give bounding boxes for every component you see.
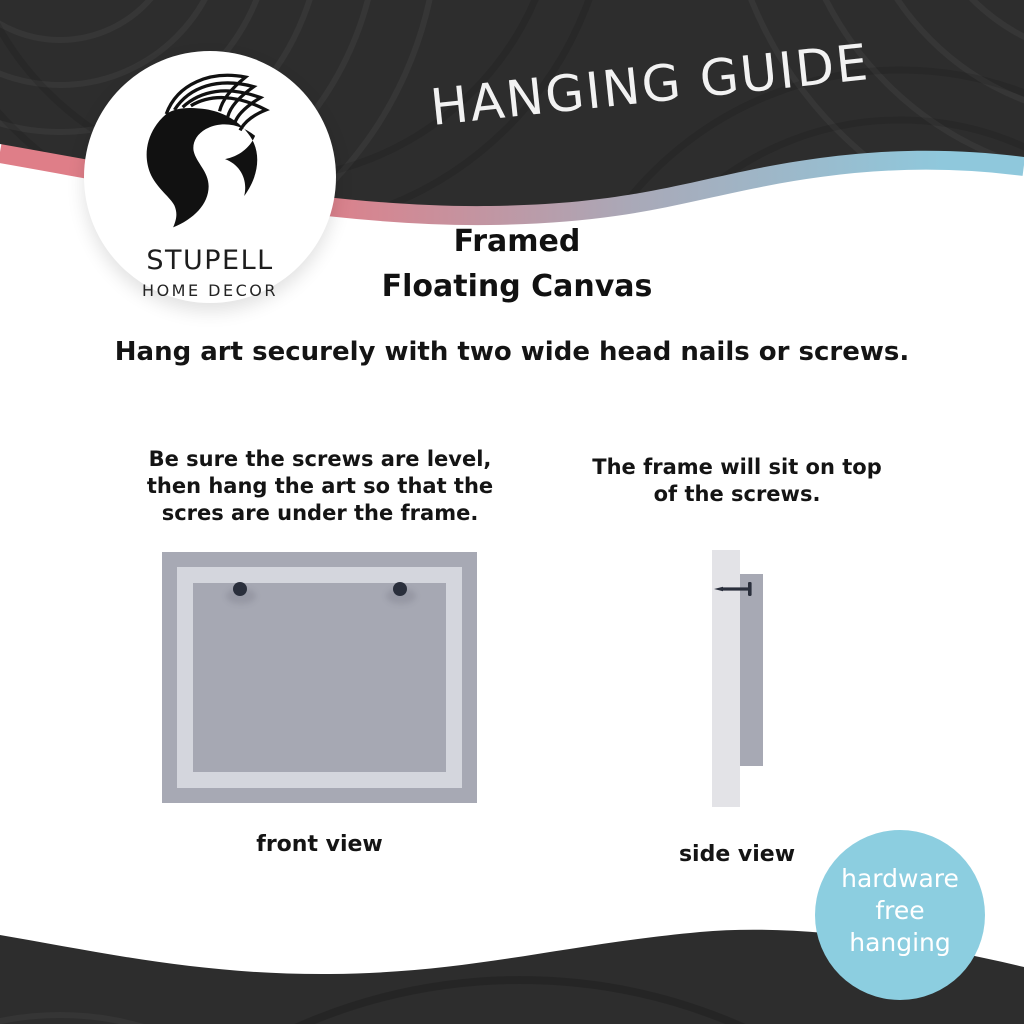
badge-text <box>815 863 985 959</box>
product-title-line2: Floating Canvas <box>381 269 653 304</box>
brand-logo-medallion <box>84 51 336 303</box>
framed-canvas-front-view-diagram <box>162 552 477 803</box>
product-title-line1: Framed <box>453 224 581 259</box>
logo-tagline: HOME DECOR <box>142 281 278 300</box>
screw-dot-icon <box>233 582 247 596</box>
canvas-area <box>193 583 446 772</box>
front-instruction-line: scres are under the frame. <box>161 501 479 525</box>
side-view-frame-bar <box>740 574 763 766</box>
stupell-s-swoosh-logo-icon <box>128 67 292 243</box>
front-instruction-line: then hang the art so that the <box>146 474 494 498</box>
intro-instruction: Hang art securely with two wide head nails or screws. <box>114 337 910 367</box>
page-title: HANGING GUIDE <box>427 33 873 137</box>
badge-line: hanging <box>849 928 951 957</box>
front-instruction-line: Be sure the screws are level, <box>148 447 492 471</box>
side-instruction-line: of the screws. <box>653 482 821 506</box>
screw-dot-icon <box>393 582 407 596</box>
front-view-caption: front view <box>256 832 383 857</box>
side-view-caption: side view <box>678 842 796 867</box>
badge-line: free <box>875 896 925 925</box>
front-view-instructions <box>130 446 510 527</box>
hardware-free-hanging-badge <box>815 830 985 1000</box>
badge-line: hardware <box>841 864 959 893</box>
product-title <box>317 219 717 309</box>
logo-brand-name: STUPELL <box>146 245 274 276</box>
side-instruction-line: The frame will sit on top <box>592 455 882 479</box>
nail-icon <box>712 579 756 599</box>
side-view-instructions <box>590 454 884 508</box>
